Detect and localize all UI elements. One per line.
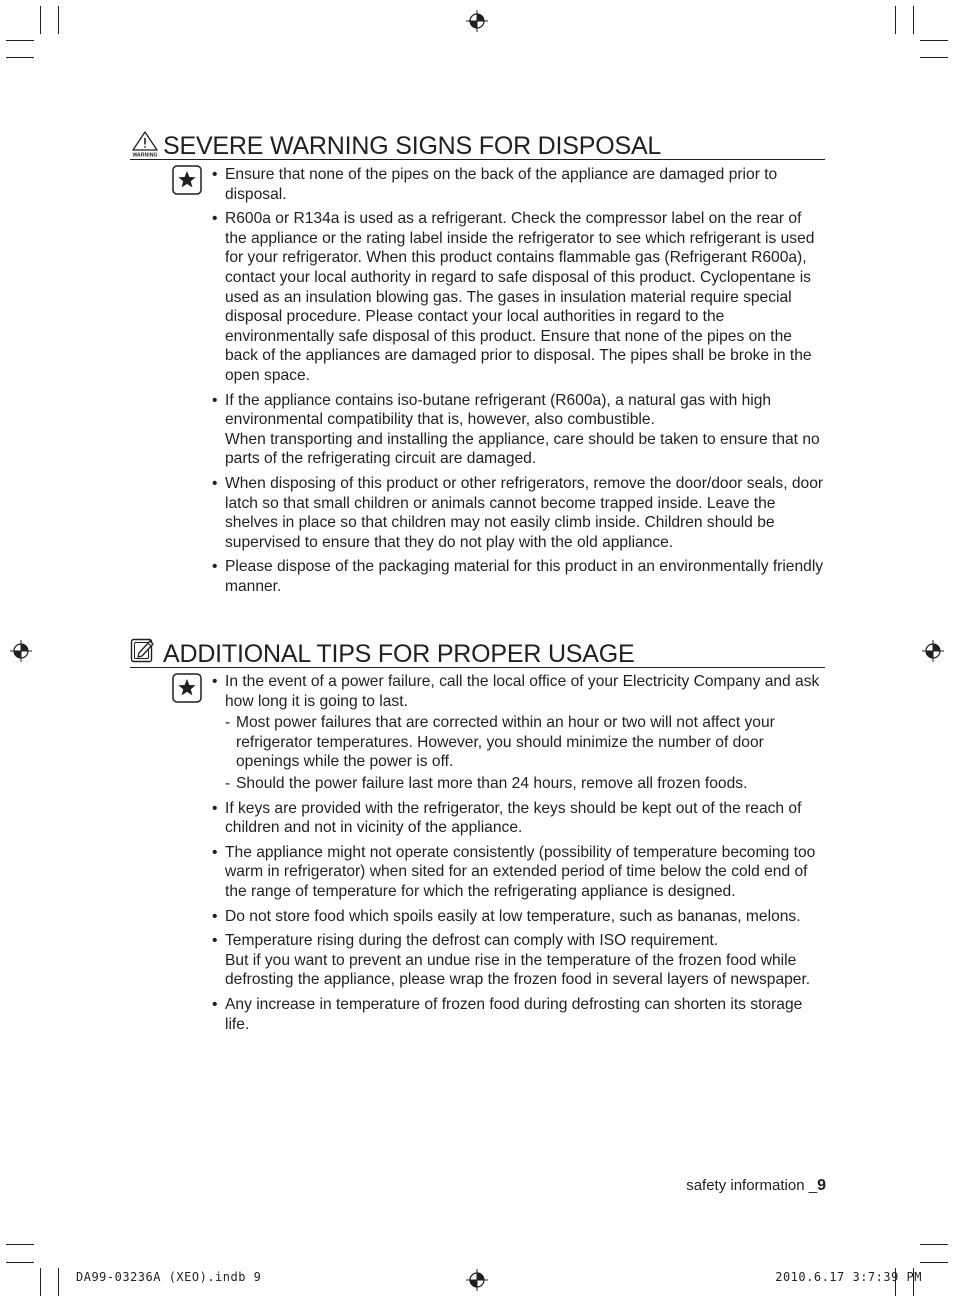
tips-list (130, 668, 825, 1034)
tips-heading (130, 637, 825, 668)
crop-mark (920, 1262, 948, 1263)
section-title: SEVERE WARNING SIGNS FOR DISPOSAL (163, 132, 662, 160)
crop-mark (6, 57, 34, 58)
page-number: _9 (808, 1177, 826, 1194)
crop-mark (6, 1262, 34, 1263)
registration-mark-icon (922, 640, 944, 662)
crop-mark (40, 1268, 41, 1296)
footer-section-label: safety information (686, 1177, 805, 1194)
print-slug-file: DA99-03236A (XEO).indb 9 (76, 1270, 262, 1284)
list-item: • Any increase in temperature of frozen food during defrosting can shorten its storage life. (212, 995, 825, 1034)
registration-mark-icon (466, 1269, 488, 1291)
registration-mark-icon (466, 10, 488, 32)
crop-mark (6, 1244, 34, 1245)
list-item: • Ensure that none of the pipes on the back of the appliance are damaged prior to disposal. (212, 165, 825, 204)
warning-triangle-icon (130, 131, 160, 157)
crop-mark (6, 40, 34, 41)
crop-mark (40, 6, 41, 34)
page-footer (686, 1177, 826, 1195)
crop-mark (913, 6, 914, 34)
crop-mark (895, 6, 896, 34)
crop-mark (58, 6, 59, 34)
section-title: ADDITIONAL TIPS FOR PROPER USAGE (163, 640, 635, 668)
crop-mark (920, 57, 948, 58)
crop-mark (58, 1268, 59, 1296)
sub-item: - Most power failures that are corrected within an hour or two will not affect your refrigerator temperatures. However, you should minimize the number of door openings while the power is off. (225, 714, 775, 771)
list-item: • R600a or R134a is used as a refrigerant. Check the compressor label on the rear of the appliance or the rating label inside the refrigerator to see which refrigerant is used for your refrigerator. When this product contains flammable gas (Refrigerant R600a), contact your local authority in regard to safe disposal of this product. Cyclopentane is used as an insulation blowing gas. The gases in insulation material require special disposal procedure. Please contact your local authorities in regard to the environmentally safe disposal of this product. Ensure that none of the pipes on the back of the appliances are damaged prior to disposal. The pipes shall be broke in the open space. (212, 209, 825, 385)
crop-mark (920, 40, 948, 41)
list-item: • Do not store food which spoils easily at low temperature, such as bananas, melons. (212, 907, 825, 927)
print-slug-timestamp: 2010.6.17 3:7:39 PM (775, 1270, 922, 1284)
sub-item: - Should the power failure last more than 24 hours, remove all frozen foods. (225, 774, 748, 792)
list-item: • In the event of a power failure, call the local office of your Electricity Company and ask how long it is going to last. - Most power failures that are corrected within an hour or two will not affect your refrigerator temperatures. However, you should minimize the number of door openings while the power is off. - Should the power failure last more than 24 hours, remove all frozen foods. (212, 672, 825, 794)
warning-list (130, 160, 825, 596)
note-pencil-icon (130, 638, 156, 664)
warning-heading (130, 129, 825, 160)
warning-icon-label: WARNING (132, 152, 158, 157)
list-item: • Please dispose of the packaging material for this product in an environmentally friendly manner. (212, 557, 825, 596)
registration-mark-icon (10, 640, 32, 662)
list-item: • If keys are provided with the refrigerator, the keys should be kept out of the reach of children and not in vicinity of the appliance. (212, 799, 825, 838)
list-item: • The appliance might not operate consistently (possibility of temperature becoming too warm in refrigerator) when sited for an extended period of time below the cold end of the range of temperature for which the refrigerating appliance is designed. (212, 843, 825, 902)
tips-section (130, 637, 825, 1039)
warning-section (130, 129, 825, 601)
list-item: • Temperature rising during the defrost can comply with ISO requirement. But if you want to prevent an undue rise in the temperature of the frozen food while defrosting the appliance, please wrap the frozen food in several layers of newspaper. (212, 931, 825, 990)
star-note-icon (172, 673, 202, 703)
star-note-icon (172, 165, 202, 195)
list-item: • If the appliance contains iso-butane refrigerant (R600a), a natural gas with high environmental compatibility that is, however, also combustible. When transporting and installing the appliance, care should be taken to ensure that no parts of the refrigerating circuit are damaged. (212, 391, 825, 469)
list-item: • When disposing of this product or other refrigerators, remove the door/door seals, door latch so that small children or animals cannot become trapped inside. Leave the shelves in place so that children may not easily climb inside. Children should be supervised to ensure that they do not play with the old appliance. (212, 474, 825, 552)
crop-mark (920, 1244, 948, 1245)
